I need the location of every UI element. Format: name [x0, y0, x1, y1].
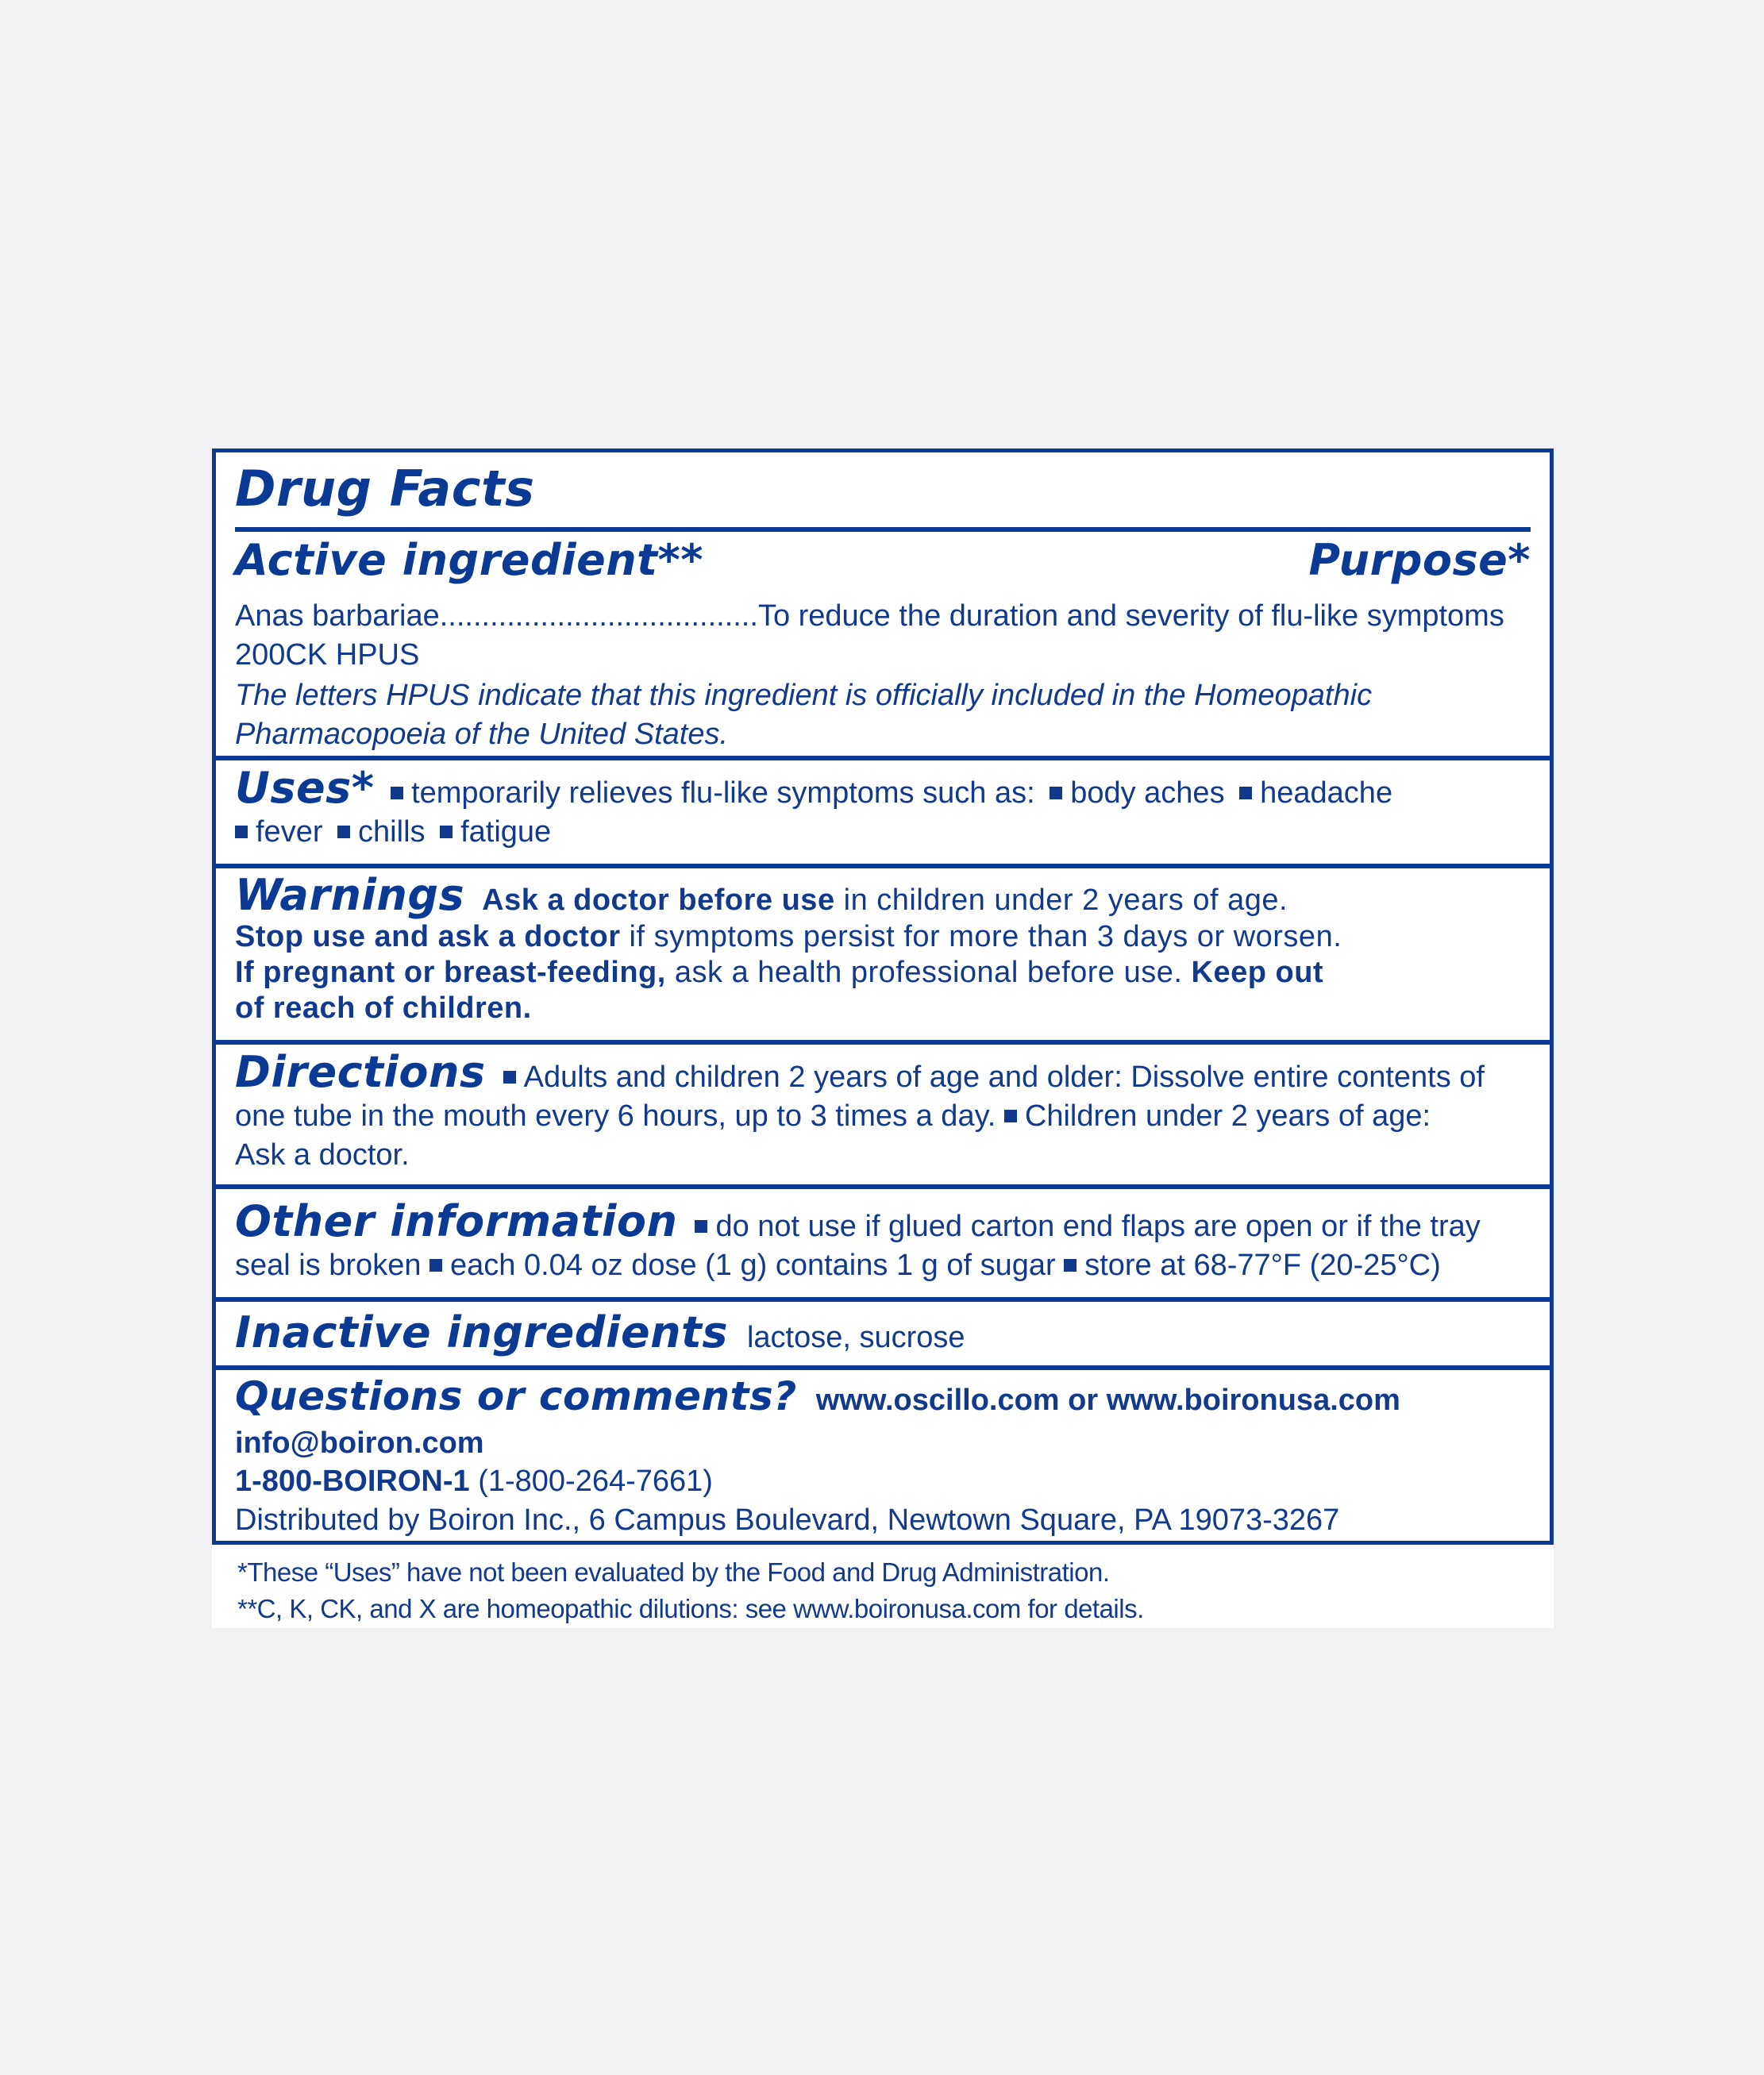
- active-ingredient-section: [216, 533, 1550, 754]
- divider-4: [216, 1184, 1550, 1189]
- uses-heading: Uses*: [235, 763, 375, 813]
- footnote-uses: *These “Uses” have not been evaluated by the Food and Drug Administration.: [237, 1557, 1110, 1587]
- bullet-icon: [1050, 787, 1062, 799]
- keep-out-label: Keep out: [1191, 956, 1324, 989]
- bullet-icon: [1239, 787, 1252, 799]
- questions-line1: [235, 1372, 1531, 1425]
- divider-2: [216, 864, 1550, 868]
- warnings-line3: [235, 955, 1531, 991]
- ingredient-potency: 200CK HPUS: [235, 638, 420, 672]
- ingredient-leader-dots: ......................................: [439, 599, 758, 633]
- uses-section: [216, 763, 1550, 852]
- ask-doctor-label: Ask a doctor before use: [482, 884, 835, 917]
- pregnant-text: ask a health professional before use.: [665, 956, 1192, 989]
- ingredient-name: Anas barbariae: [235, 599, 440, 633]
- stop-use-text: if symptoms persist for more than 3 days or worsen.: [620, 920, 1342, 953]
- other-information-heading: Other information: [235, 1196, 678, 1246]
- divider-1: [216, 756, 1550, 760]
- title-rule: [235, 527, 1531, 532]
- other-info-item1: do not use if glued carton end flaps are open or if the tray: [715, 1210, 1481, 1243]
- directions-children-cont: Ask a doctor.: [235, 1138, 410, 1172]
- active-heading-row: [235, 533, 1531, 587]
- uses-item: headache: [1260, 776, 1393, 810]
- uses-item: fever: [256, 815, 323, 849]
- directions-children: Children under 2 years of age:: [1024, 1099, 1431, 1133]
- ask-doctor-text: in children under 2 years of age.: [834, 884, 1288, 917]
- ingredient-row: [235, 597, 1531, 636]
- email-link[interactable]: info@boiron.com: [235, 1426, 484, 1460]
- bullet-icon: [337, 826, 350, 838]
- uses-item: body aches: [1070, 776, 1225, 810]
- bullet-icon: [391, 787, 403, 799]
- questions-section: [216, 1372, 1550, 1539]
- keep-out-label-cont: of reach of children.: [235, 991, 532, 1025]
- directions-line1: [235, 1047, 1531, 1097]
- warnings-heading: Warnings: [235, 870, 465, 920]
- other-info-item3: store at 68-77°F (20-25°C): [1084, 1249, 1441, 1282]
- divider-5: [216, 1297, 1550, 1302]
- stop-use-label: Stop use and ask a doctor: [235, 920, 621, 953]
- pregnant-label: If pregnant or breast-feeding,: [235, 956, 666, 989]
- drug-facts-label: [212, 448, 1554, 1628]
- bullet-icon: [1004, 1110, 1017, 1122]
- bullet-icon: [440, 826, 453, 838]
- phone-number-bold: 1-800-BOIRON-1: [235, 1465, 470, 1498]
- other-info-line1: [235, 1196, 1531, 1246]
- other-information-section: [216, 1196, 1550, 1285]
- phone-line: [235, 1461, 1531, 1501]
- divider-6: [216, 1365, 1550, 1370]
- bullet-icon: [695, 1220, 707, 1233]
- phone-number-numeric: (1-800-264-7661): [469, 1465, 713, 1498]
- active-ingredient-heading: Active ingredient**: [235, 535, 703, 585]
- bullet-icon: [503, 1071, 516, 1084]
- uses-item: chills: [358, 815, 426, 849]
- directions-heading: Directions: [235, 1047, 486, 1097]
- directions-adults: Adults and children 2 years of age and older: Dissolve entire contents of: [523, 1061, 1485, 1094]
- bullet-icon: [429, 1259, 442, 1272]
- divider-3: [216, 1040, 1550, 1045]
- directions-section: [216, 1047, 1550, 1175]
- other-info-line2: [235, 1246, 1531, 1285]
- drug-facts-panel: [212, 448, 1554, 1545]
- bullet-icon: [1064, 1259, 1077, 1272]
- uses-line1: [235, 763, 1531, 813]
- other-info-item2: each 0.04 oz dose (1 g) contains 1 g of sugar: [450, 1249, 1056, 1282]
- footnotes: [237, 1554, 1144, 1627]
- uses-line2: [235, 813, 1531, 852]
- drug-facts-title-section: [216, 460, 1550, 518]
- questions-heading: Questions or comments?: [235, 1373, 797, 1419]
- other-info-item1-cont: seal is broken: [235, 1249, 422, 1282]
- inactive-ingredients-section: [216, 1308, 1550, 1362]
- purpose-heading: Purpose*: [1308, 535, 1531, 585]
- inactive-ingredients-text: lactose, sucrose: [746, 1321, 965, 1354]
- ingredient-purpose: To reduce the duration and severity of flu-like symptoms: [757, 599, 1504, 633]
- warnings-section: [216, 870, 1550, 1026]
- inactive-ingredients-heading: Inactive ingredients: [235, 1307, 728, 1357]
- footnote-dilutions: **C, K, CK, and X are homeopathic dilutions: see www.boironusa.com for details.: [237, 1594, 1144, 1623]
- directions-line2: [235, 1097, 1531, 1136]
- distributor-text: Distributed by Boiron Inc., 6 Campus Boulevard, Newtown Square, PA 19073-3267: [235, 1503, 1340, 1537]
- warnings-line2: [235, 919, 1531, 955]
- hpus-note-line2: Pharmacopoeia of the United States.: [235, 718, 729, 751]
- uses-intro: temporarily relieves flu-like symptoms such as:: [411, 776, 1035, 810]
- inactive-line: [235, 1308, 1531, 1362]
- uses-item: fatigue: [460, 815, 552, 849]
- websites-link[interactable]: www.oscillo.com or www.boironusa.com: [815, 1384, 1400, 1417]
- hpus-note-line1: The letters HPUS indicate that this ingredient is officially included in the Homeopathic: [235, 679, 1373, 712]
- warnings-line1: [235, 870, 1531, 920]
- drug-facts-title: Drug Facts: [235, 460, 535, 518]
- directions-adults-cont: one tube in the mouth every 6 hours, up to 3 times a day.: [235, 1099, 996, 1133]
- bullet-icon: [235, 826, 248, 838]
